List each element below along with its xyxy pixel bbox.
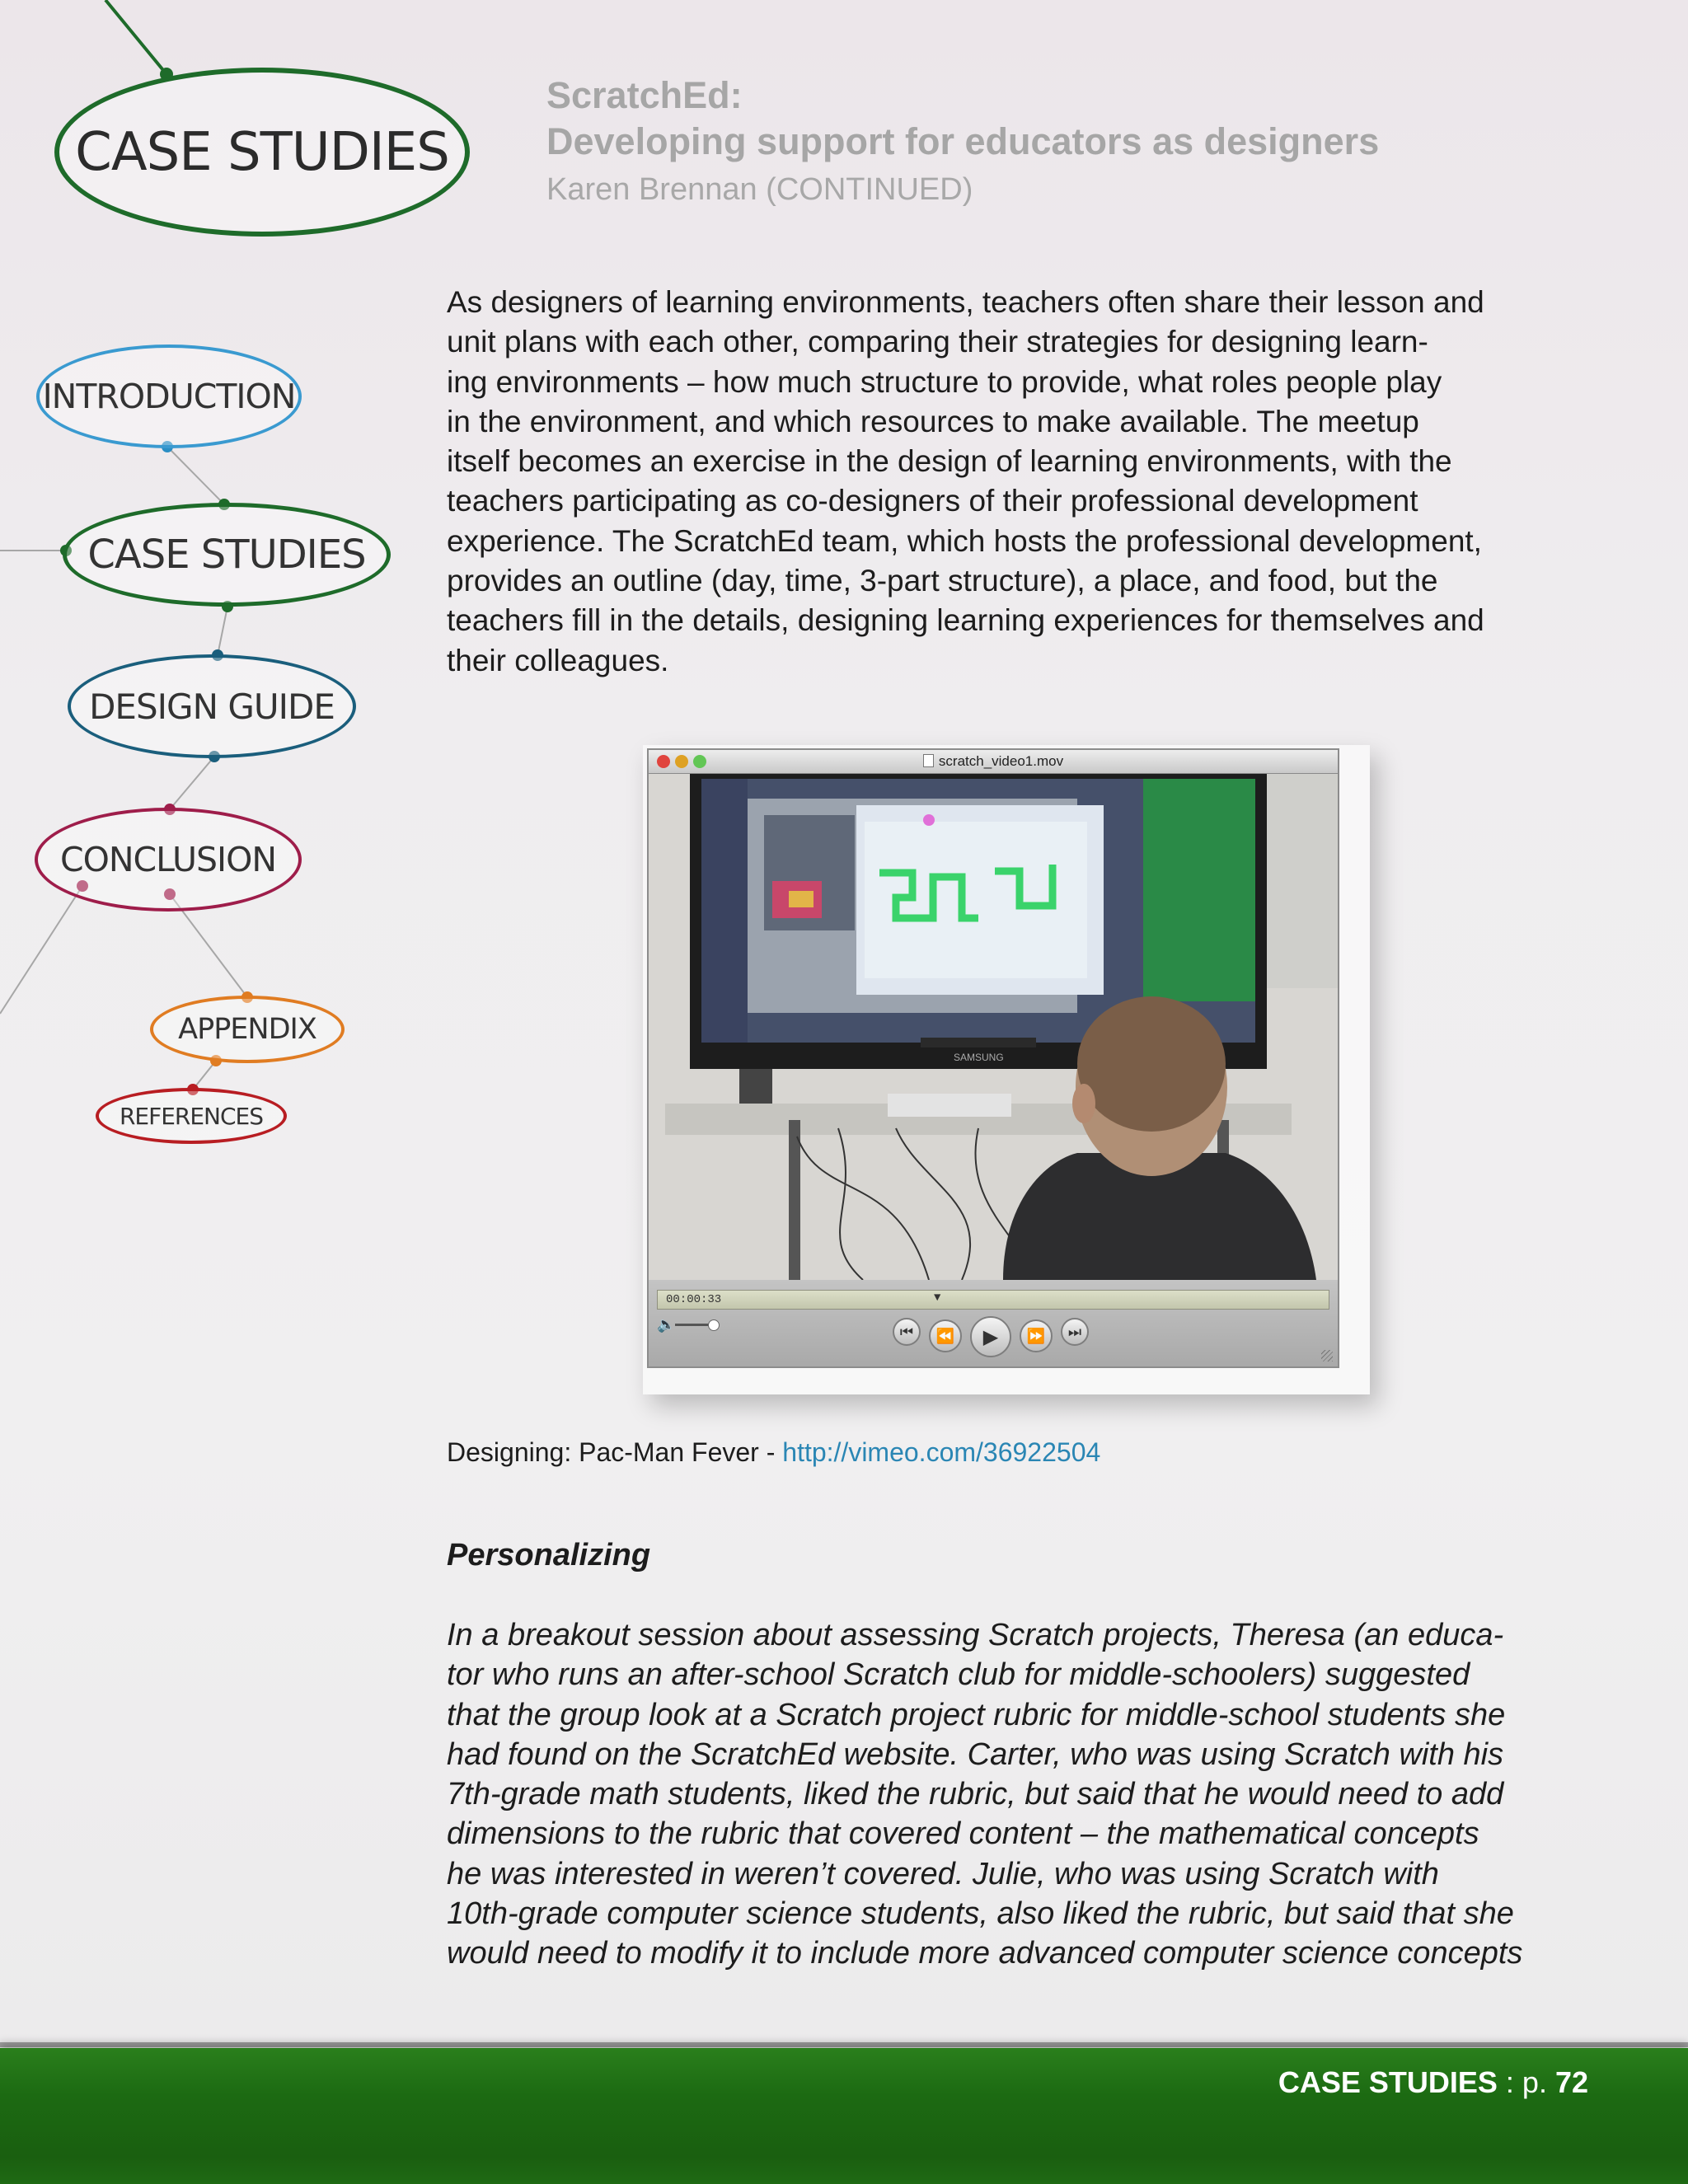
section-heading: Personalizing [447, 1538, 651, 1572]
text-line: unit plans with each other, comparing their strategies for designing learn- [447, 325, 1428, 359]
section-title-oval [54, 68, 470, 237]
nav-conclusion-label: CONCLUSION [59, 840, 277, 879]
text-line: 7th-grade math students, liked the rubric, but said that he would need to add [447, 1777, 1504, 1812]
rewind-button[interactable] [929, 1319, 962, 1352]
nav-case-studies[interactable] [63, 503, 391, 607]
text-line: In a breakout session about assessing Scratch projects, Theresa (an educa- [447, 1618, 1504, 1652]
text-line: in the environment, and which resources to make available. The meetup [447, 404, 1419, 438]
volume-icon: 🔈 [657, 1316, 676, 1333]
article-subtitle: Developing support for educators as designers [546, 120, 1380, 162]
fast-forward-icon: ⏩ [1026, 1327, 1046, 1344]
resize-grip-icon[interactable] [1321, 1350, 1333, 1361]
text-line: would need to modify it to include more advanced computer science concepts [447, 1936, 1523, 1971]
file-icon [923, 754, 934, 767]
player-titlebar[interactable] [649, 750, 1338, 774]
nav-introduction-label: INTRODUCTION [42, 377, 296, 416]
video-caption [447, 1437, 1100, 1468]
video-link[interactable]: http://vimeo.com/36922504 [782, 1437, 1101, 1467]
nav-appendix-label: APPENDIX [178, 1013, 316, 1046]
volume-slider[interactable] [675, 1324, 711, 1326]
skip-end-icon: ⏭ [1067, 1323, 1082, 1340]
footer-divider [0, 2042, 1688, 2047]
player-controls [649, 1280, 1338, 1366]
scrub-bar[interactable] [657, 1290, 1329, 1310]
volume-knob[interactable] [708, 1319, 720, 1331]
text-line: tor who runs an after-school Scratch club for middle-schoolers) suggested [447, 1657, 1470, 1693]
footer-separator: : p. [1497, 2065, 1555, 2099]
nav-design-guide-label: DESIGN GUIDE [89, 686, 335, 727]
text-line: 10th-grade computer science students, also liked the rubric, but said that she [447, 1896, 1514, 1932]
article-author: Karen Brennan (CONTINUED) [546, 172, 973, 207]
video-player-window[interactable] [647, 748, 1339, 1368]
play-button[interactable] [970, 1316, 1011, 1357]
text-line: provides an outline (day, time, 3-part structure), a place, and food, but the [447, 564, 1438, 598]
text-line: ing environments – how much structure to provide, what roles people play [447, 364, 1442, 399]
timecode: 00:00:33 [666, 1293, 722, 1306]
nav-conclusion[interactable] [35, 808, 302, 912]
text-line: he was interested in weren’t covered. Julie, who was using Scratch with [447, 1856, 1439, 1891]
fast-forward-button[interactable] [1020, 1319, 1053, 1352]
skip-to-end-button[interactable] [1061, 1318, 1089, 1346]
window-zoom-button[interactable] [693, 755, 706, 768]
intro-paragraph [447, 283, 1617, 681]
text-line: had found on the ScratchEd website. Carter, who was using Scratch with his [447, 1736, 1504, 1772]
window-close-button[interactable] [657, 755, 670, 768]
video-frame[interactable] [649, 774, 1338, 1280]
text-line: As designers of learning environments, teachers often share their lesson and [447, 285, 1484, 319]
page-number [1278, 2065, 1588, 2100]
window-minimize-button[interactable] [675, 755, 688, 768]
nav-introduction[interactable] [36, 344, 302, 448]
playhead-icon[interactable]: ▼ [934, 1291, 941, 1305]
footer-page: 72 [1554, 2065, 1588, 2099]
article-title: ScratchEd: [546, 74, 743, 116]
skip-start-icon: ⏮ [899, 1323, 914, 1340]
page-header [546, 73, 1379, 214]
nav-references-label: REFERENCES [119, 1102, 264, 1130]
skip-to-start-button[interactable] [893, 1318, 921, 1346]
video-scene [649, 774, 1338, 1280]
nav-appendix[interactable] [150, 996, 345, 1063]
text-line: itself becomes an exercise in the design of learning environments, with the [447, 444, 1452, 479]
personalizing-paragraph [447, 1615, 1634, 1974]
monitor-brand: SAMSUNG [954, 1052, 1004, 1063]
text-line: that the group look at a Scratch project rubric for middle-school students she [447, 1697, 1506, 1732]
rewind-icon: ⏪ [935, 1327, 955, 1344]
text-line: teachers participating as co-designers of their professional development [447, 484, 1418, 518]
caption-text: Designing: Pac-Man Fever - [447, 1437, 783, 1467]
nav-case-studies-label: CASE STUDIES [87, 532, 366, 578]
text-line: teachers fill in the details, designing learning experiences for themselves and [447, 603, 1484, 638]
play-icon: ▶ [982, 1325, 999, 1348]
text-line: dimensions to the rubric that covered content – the mathematical concepts [447, 1816, 1479, 1852]
footer-section: CASE STUDIES [1278, 2065, 1498, 2099]
section-title: CASE STUDIES [75, 121, 449, 183]
text-line: their colleagues. [447, 643, 669, 677]
player-filename: scratch_video1.mov [938, 753, 1064, 769]
text-line: experience. The ScratchEd team, which hosts the professional development, [447, 523, 1482, 558]
nav-references[interactable] [96, 1088, 287, 1144]
nav-design-guide[interactable] [68, 654, 356, 758]
